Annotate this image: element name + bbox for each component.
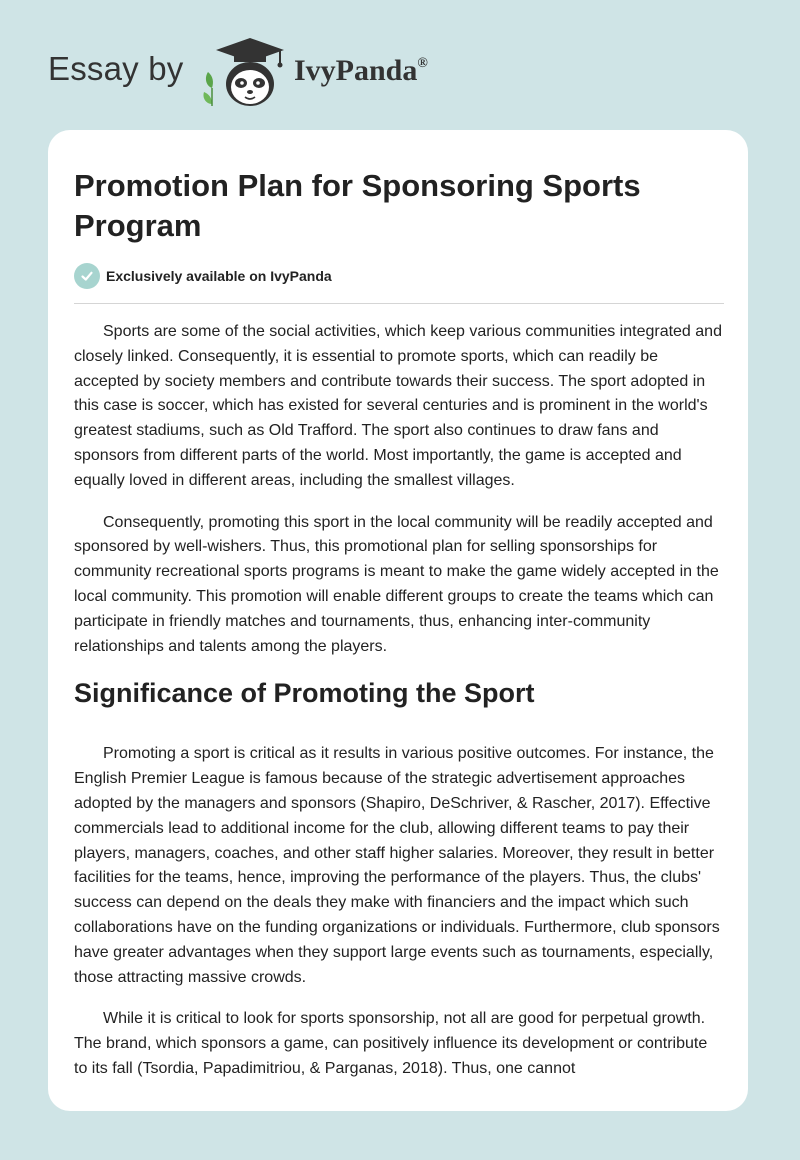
divider [74, 303, 724, 304]
site-header [0, 0, 800, 130]
ivy-leaf-icon [203, 72, 212, 106]
essay-card [48, 130, 748, 1111]
essay-body [74, 320, 724, 1099]
essay-by-label: Essay by [48, 50, 184, 87]
ivypanda-logo[interactable] [200, 34, 290, 110]
badge-text: Exclusively available on IvyPanda [106, 268, 332, 284]
paragraph: Promoting a sport is critical as it results in various positive outcomes. For instance, the English Premier League is famous because of the strategic advertisement approaches adopted by the managers and sponsors (Shapiro, DeSchriver, & Rascher, 2017). Effective commercials lead to additional income for the club, allowing different teams to pay their players, managers, coaches, and other staff higher salaries. Moreover, they result in better facilities for the teams, hence, improving the performance of the players. Thus, the clubs' success can depend on the deals they make with financiers and the impact which such collaborations have on the funding organizations or individuals. Furthermore, club sponsors have greater advantages when they support large events such as tournaments, especially, those attracting massive crowds. [74, 745, 720, 986]
panda-graduate-logo-icon [200, 34, 290, 110]
registered-mark: ® [417, 56, 428, 71]
section-heading: Significance of Promoting the Sport [74, 678, 535, 709]
exclusive-badge [74, 263, 332, 289]
paragraph: While it is critical to look for sports sponsorship, not all are good for perpetual growth. The brand, which sponsors a game, can positively influence its development or contribute to its fall (Tsordia, Papadimitriou, & Parganas, 2018). Thus, one cannot [74, 1010, 708, 1077]
check-icon [74, 263, 100, 289]
paragraph: Sports are some of the social activities, which keep various communities integrated and closely linked. Consequently, it is essential to promote sports, which can readily be accepted by society members and contribute towards their success. The sport adopted in this case is soccer, which has existed for several centuries and is prominent in the world's greatest stadiums, such as Old Trafford. The sport also continues to draw fans and sponsors from different parts of the world. Most importantly, the game is accepted and equally loved in different areas, including the smallest villages. [74, 323, 722, 489]
page-title: Promotion Plan for Sponsoring Sports Program [74, 168, 641, 243]
brand-name: IvyPanda® [294, 54, 428, 87]
paragraph: Consequently, promoting this sport in the local community will be readily accepted and sponsored by well-wishers. Thus, this promotional plan for selling sponsorships for community recreational sports programs is meant to make the game widely accepted in the local community. This promotion will enable different groups to create the teams which can participate in friendly matches and tournaments, thus, enhancing inter-community relationships and talents among the players. [74, 513, 719, 655]
